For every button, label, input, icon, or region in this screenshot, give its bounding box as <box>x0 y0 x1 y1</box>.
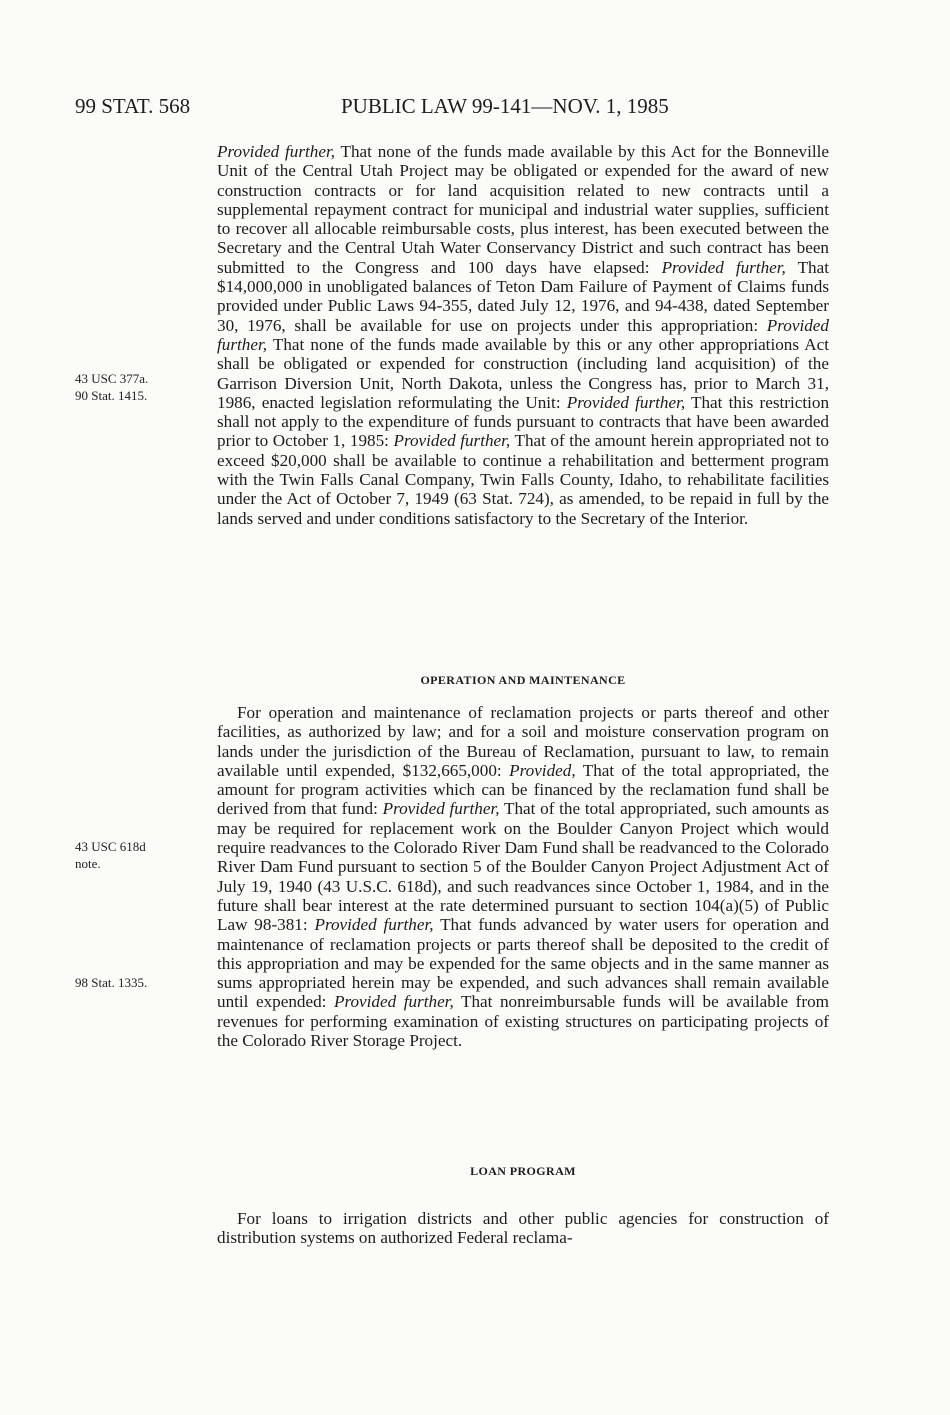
text-run: That of the total appropriated, the amount for program activities which can be financed by the reclamation fund shall be derived from that fund: <box>217 760 829 819</box>
page-header <box>75 94 835 124</box>
margin-note-citation <box>75 974 205 991</box>
proviso-phrase: Provided, <box>509 760 576 780</box>
running-head: PUBLIC LAW 99-141—NOV. 1, 1985 <box>341 94 669 118</box>
margin-note-line: note. <box>75 856 101 871</box>
section-heading: LOAN PROGRAM <box>470 1164 576 1178</box>
proviso-phrase: Provided further, <box>661 257 786 277</box>
margin-note-line: 43 USC 377a. <box>75 371 149 386</box>
margin-note-line: 98 Stat. 1335. <box>75 975 148 990</box>
body-paragraph <box>217 142 829 528</box>
margin-note-line: 90 Stat. 1415. <box>75 388 148 403</box>
text-run: That none of the funds made available by this Act for the Bonneville Unit of the Central Utah Project may be obligated or expended for the award of new construction contracts or for land acquisition related to new contracts until a supplemental repayment contract for municipal and industrial water supplies, sufficient to recover all allocable reimbursable costs, plus interest, has been executed between the Secretary and the Central Utah Water Conservancy District and such contract has been submitted to the Congress and 100 days have elapsed: <box>217 142 829 277</box>
section-heading: OPERATION AND MAINTENANCE <box>420 673 626 687</box>
text-run: That funds advanced by water users for operation and maintenance of reclamation projects or parts thereof shall be deposited to the credit of this appropriation and may be expended for the same objects and in the same manner as sums appropriated herein may be expended, and such advances shall remain available until expended: <box>217 915 829 1012</box>
text-run: That this restriction shall not apply to the expenditure of funds pursuant to contracts that have been awarded prior to October 1, 1985: <box>217 392 830 451</box>
text-run: That $14,000,000 in unobligated balances of Teton Dam Failure of Payment of Claims funds provided under Public Laws 94-355, dated July 12, 1976, and 94-438, dated September 30, 1976, shall be available for use on projects under this appropriation: <box>217 257 829 335</box>
text-run: That nonreimbursable funds will be available from revenues for performing examination of existing structures on participating projects of the Colorado River Storage Project. <box>217 992 830 1051</box>
page-reference: 99 STAT. 568 <box>75 94 191 118</box>
proviso-phrase: Provided further, <box>393 431 511 451</box>
margin-note-line: 43 USC 618d <box>75 839 146 854</box>
body-paragraph <box>217 703 829 1050</box>
text-run: That none of the funds made available by this or any other appropriations Act shall be obligated or expended for construction (including land acquisition) of the Garrison Diversion Unit, North Dakota, unless the Congress has, prior to March 31, 1986, enacted legislation reformulating the Unit: <box>217 334 829 412</box>
margin-note-citation <box>75 838 205 872</box>
proviso-phrase: Provided further, <box>217 142 335 161</box>
proviso-phrase: Provided further, <box>333 992 454 1012</box>
proviso-phrase: Provided further, <box>566 392 686 412</box>
proviso-phrase: Provided further, <box>382 799 500 819</box>
margin-note-citation <box>75 370 205 404</box>
text-run: For loans to irrigation districts and other public agencies for construction of distribution systems on authorized Federal reclama- <box>217 1209 829 1248</box>
text-run: That of the total appropriated, such amounts as may be required for replacement work on the Boulder Canyon Project which would require readvances to the Colorado River Dam Fund shall be readvanced to the Colorado River Dam Fund pursuant to section 5 of the Boulder Canyon Project Adjustment Act of July 19, 1940 (43 U.S.C. 618d), and such readvances since October 1, 1984, and in the future shall bear interest at the rate determined pursuant to section 104(a)(5) of Public Law 98-381: <box>217 799 829 935</box>
proviso-phrase: Provided further, <box>314 915 434 935</box>
text-run: For operation and maintenance of reclamation projects or parts thereof and other facilities, as authorized by law; and for a soil and moisture conservation program on lands under the jurisdiction of the Bureau of Reclamation, pursuant to law, to remain available until expended, $132,665,000: <box>217 703 829 780</box>
proviso-phrase: Provided further, <box>217 315 829 354</box>
text-run: That of the amount herein appropriated not to exceed $20,000 shall be available to continue a rehabilitation and betterment program with the Twin Falls Canal Company, Twin Falls County, Idaho, to rehabilitate facilities under the Act of October 7, 1949 (63 Stat. 724), as amended, to be repaid in full by the lands served and under conditions satisfactory to the Secretary of the Interior. <box>217 431 829 528</box>
body-paragraph <box>217 1209 829 1248</box>
